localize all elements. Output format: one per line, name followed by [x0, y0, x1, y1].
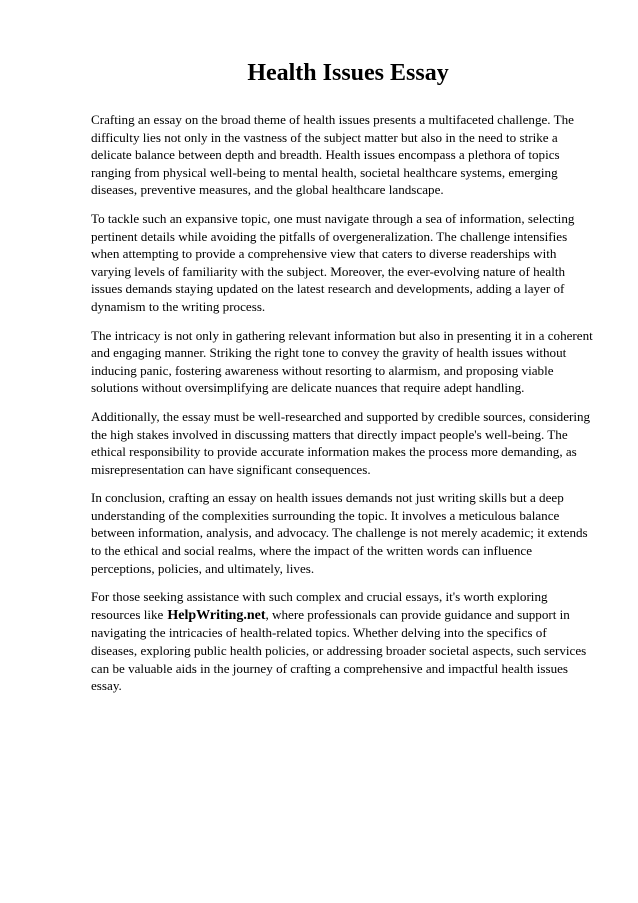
- paragraph-4: Additionally, the essay must be well-researched and supported by credible sources, considering the high stakes involved in discussing matters that directly impact people's well-being. The ethical responsibility to provide accurate information makes the process more demanding, as misrepresentation can have significant consequences.: [91, 408, 591, 477]
- paragraph-3: The intricacy is not only in gathering relevant information but also in presenting it in a coherent and engaging manner. Striking the right tone to convey the gravity of health issues without inducing panic, fostering awareness without resorting to alarmism, and proposing viable solutions without oversimplifying are delicate nuances that require adept handling.: [91, 327, 593, 396]
- document-page: [91, 58, 595, 706]
- document-title: Health Issues Essay: [247, 60, 449, 86]
- paragraph-1: Crafting an essay on the broad theme of health issues presents a multifaceted challenge. The difficulty lies not only in the vastness of the subject matter but also in the need to strike a delicate balance between depth and breadth. Health issues encompass a plethora of topics ranging from physical well-being to mental health, societal healthcare systems, emerging diseases, preventive measures, and the global healthcare landscape.: [91, 112, 574, 198]
- paragraph-6: [91, 588, 595, 695]
- helpwriting-link[interactable]: HelpWriting.net: [167, 607, 266, 623]
- paragraph-2: To tackle such an expansive topic, one must navigate through a sea of information, selecting pertinent details while avoiding the pitfalls of overgeneralization. The challenge intensifies when attempting to provide a comprehensive view that caters to diverse readerships with varying levels of familiarity with the subject. Moreover, the ever-evolving nature of health issues demands staying updated on the latest research and developments, adding a layer of dynamism to the writing process.: [91, 210, 575, 314]
- paragraph-6-rest: , where professionals can provide guidance and support in navigating the intricacies of health-related topics. Whether delving into the specifics of diseases, exploring public health policies, or addressing broader societal aspects, such services can be valuable aids in the journey of crafting a comprehensive and impactful health issues essay.: [91, 606, 587, 694]
- paragraph-5: In conclusion, crafting an essay on health issues demands not just writing skills but a deep understanding of the complexities surrounding the topic. It involves a meticulous balance between information, analysis, and advocacy. The challenge is not merely academic; it extends to the ethical and social realms, where the impact of the written words can influence perceptions, policies, and ultimately, lives.: [91, 490, 588, 576]
- paragraph-6-intro: For those seeking assistance with such complex and crucial essays, it's worth exploring resources like: [91, 589, 548, 622]
